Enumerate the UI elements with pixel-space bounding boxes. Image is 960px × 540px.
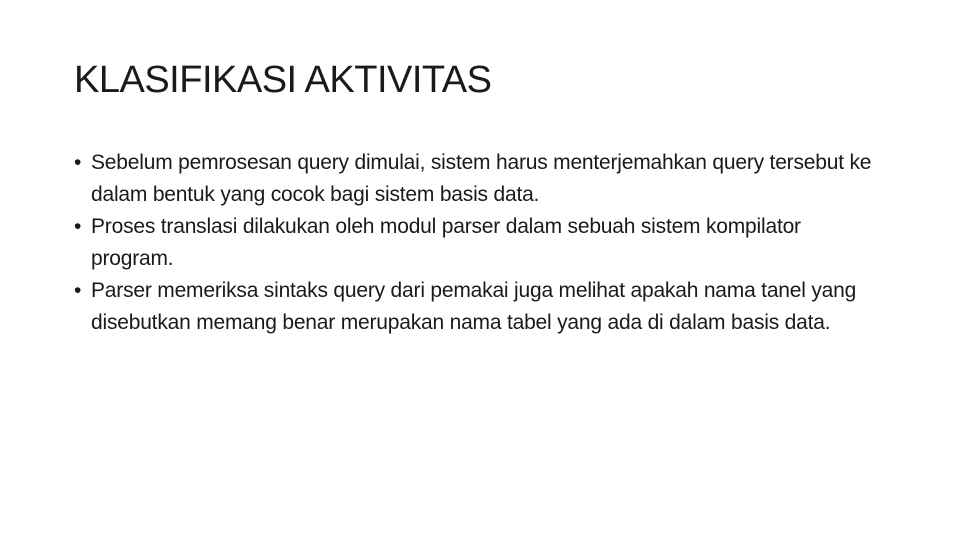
bullet-dot-icon: • <box>74 151 82 174</box>
bullet-item <box>74 211 884 275</box>
bullet-dot-icon: • <box>74 279 82 302</box>
bullet-text: Proses translasi dilakukan oleh modul parser dalam sebuah sistem kompilator program. <box>91 215 801 270</box>
slide-title: KLASIFIKASI AKTIVITAS <box>74 59 492 101</box>
bullet-text: Sebelum pemrosesan query dimulai, sistem harus menterjemahkan query tersebut ke dalam bentuk yang cocok bagi sistem basis data. <box>91 151 872 206</box>
bullet-item <box>74 275 884 339</box>
bullet-list <box>74 147 884 339</box>
bullet-dot-icon: • <box>74 215 82 238</box>
bullet-item <box>74 147 884 211</box>
bullet-text: Parser memeriksa sintaks query dari pemakai juga melihat apakah nama tanel yang disebutkan memang benar merupakan nama tabel yang ada di dalam basis data. <box>91 279 857 334</box>
